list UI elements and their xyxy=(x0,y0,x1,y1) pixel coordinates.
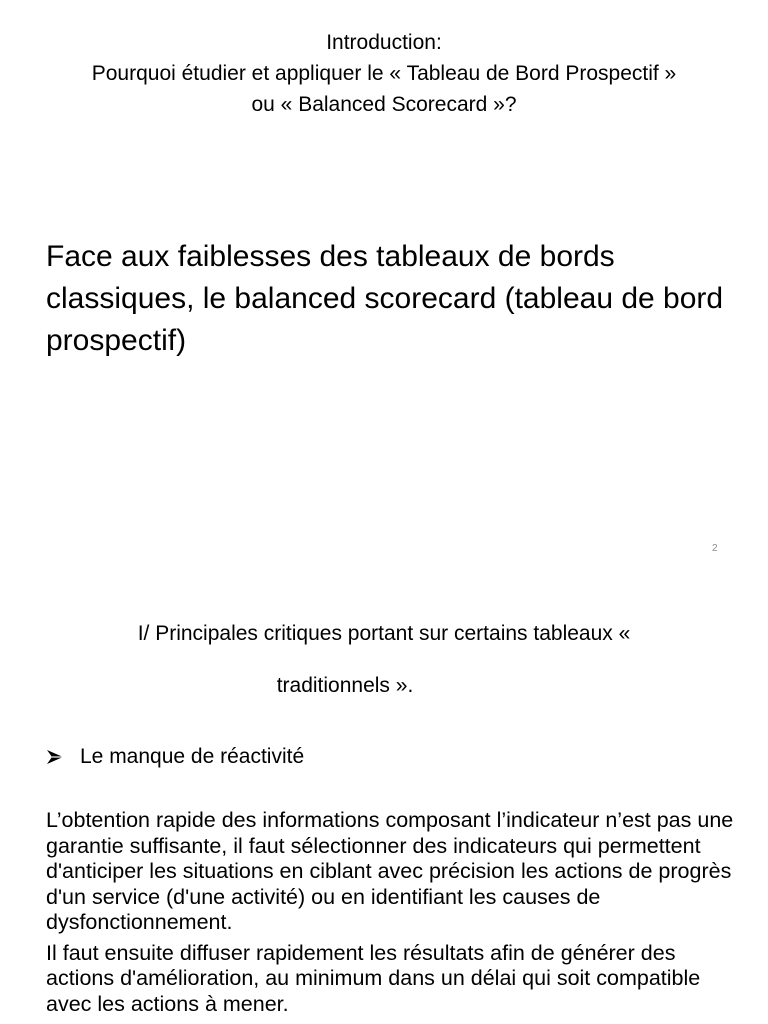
paragraph-2: Il faut ensuite diffuser rapidement les résultats afin de générer des actions d'amélioration, au minimum dans un délai qui soit compatible avec les actions à mener. xyxy=(46,940,701,1016)
section-heading-line-1: I/ Principales critiques portant sur certains tableaux « xyxy=(137,622,631,645)
title-line-1: Introduction: xyxy=(326,31,442,54)
bullet-text: Le manque de réactivité xyxy=(80,745,305,768)
slide-title xyxy=(0,27,768,120)
arrow-bullet-icon xyxy=(46,749,64,765)
title-line-3: ou « Balanced Scorecard »? xyxy=(251,93,517,116)
title-line-2: Pourquoi étudier et appliquer le « Tableau de Bord Prospectif » xyxy=(91,62,677,85)
slide-body-text: Face aux faiblesses des tableaux de bords classiques, le balanced scorecard (tableau de bord prospectif) xyxy=(46,240,724,357)
paragraph-1: L’obtention rapide des informations composant l’indicateur n’est pas une garantie suffisante, il faut sélectionner des indicateurs qui permettent d'anticiper les situations en ciblant avec précision les actions de progrès d'un service (d'une activité) ou en identifiant les causes de dysfonctionnement. xyxy=(46,808,734,934)
body-paragraphs xyxy=(46,808,746,1022)
bullet-item xyxy=(46,743,304,771)
page-number: 2 xyxy=(712,543,718,554)
section-heading xyxy=(0,620,768,700)
section-heading-line-2: traditionnels ». xyxy=(276,674,414,697)
slide-2 xyxy=(0,570,768,1024)
